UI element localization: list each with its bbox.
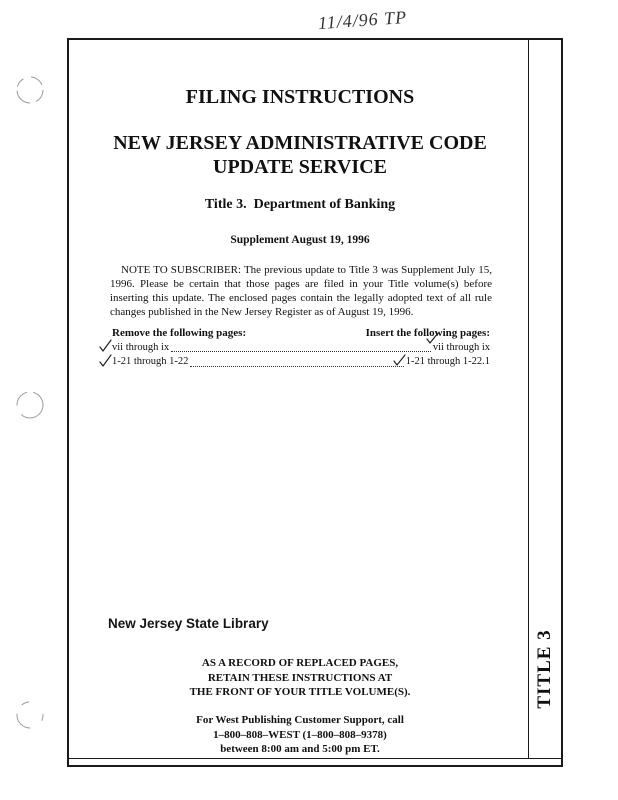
border-bottom-outer <box>67 765 563 767</box>
border-bottom-inner <box>67 758 563 759</box>
note-line: NOTE TO SUBSCRIBER: The previous update to Title 3 was Supplement July 15, <box>121 264 492 276</box>
handwritten-date-note: 11/4/96 TP <box>317 6 408 34</box>
customer-support <box>69 713 531 757</box>
checkmark-icon <box>99 339 112 352</box>
remove-pages: 1-21 through 1-22 <box>112 356 189 367</box>
remove-header: Remove the following pages: <box>112 327 247 339</box>
table-row <box>112 355 490 370</box>
retain-line: RETAIN THESE INSTRUCTIONS AT <box>207 671 393 684</box>
border-right-outer <box>561 38 563 766</box>
hole-punch-icon <box>14 699 46 731</box>
document-title-text: FILING INSTRUCTIONS <box>185 86 415 108</box>
subtitle-line: UPDATE SERVICE <box>213 156 387 178</box>
checkmark-icon <box>99 354 112 367</box>
border-top <box>67 38 563 40</box>
retain-line: AS A RECORD OF REPLACED PAGES, <box>201 657 399 669</box>
insert-pages: 1-21 through 1-22.1 <box>405 356 490 367</box>
note-line: changes published in the New Jersey Register as of August 19, 1996. <box>110 306 414 318</box>
retain-line: THE FRONT OF YOUR TITLE VOLUME(S). <box>189 686 411 698</box>
support-phone: 1–800–808–WEST (1–800–808–9378) <box>213 728 387 741</box>
checkmark-icon <box>426 332 439 345</box>
retain-instructions <box>69 656 531 700</box>
hole-punch-icon <box>14 389 46 421</box>
insert-pages: vii through ix <box>432 341 490 353</box>
dot-leader <box>171 351 431 352</box>
remove-pages: vii through ix <box>112 341 170 353</box>
title-department: Title 3. Department of Banking <box>204 197 396 212</box>
note-line: inserting this update. The enclosed pages contain the legally adopted text of all rule <box>110 292 492 304</box>
supplement-date: Supplement August 19, 1996 <box>230 234 370 246</box>
document-title <box>69 86 531 108</box>
note-line: 1996. Please be certain that those pages are filed in your Title volume(s) before <box>110 278 492 290</box>
subtitle-line: NEW JERSEY ADMINISTRATIVE CODE <box>113 132 487 154</box>
note-to-subscriber <box>110 263 492 319</box>
insert-header: Insert the following pages: <box>365 327 490 339</box>
document-subtitle <box>69 131 531 179</box>
support-hours: between 8:00 am and 5:00 pm ET. <box>220 743 380 755</box>
library-stamp: New Jersey State Library <box>108 616 269 631</box>
checkmark-icon <box>393 354 406 367</box>
hole-punch-icon <box>14 74 46 106</box>
dot-leader <box>190 366 403 367</box>
title-tab-label: TITLE 3 <box>534 629 555 709</box>
support-line: For West Publishing Customer Support, call <box>196 714 404 726</box>
